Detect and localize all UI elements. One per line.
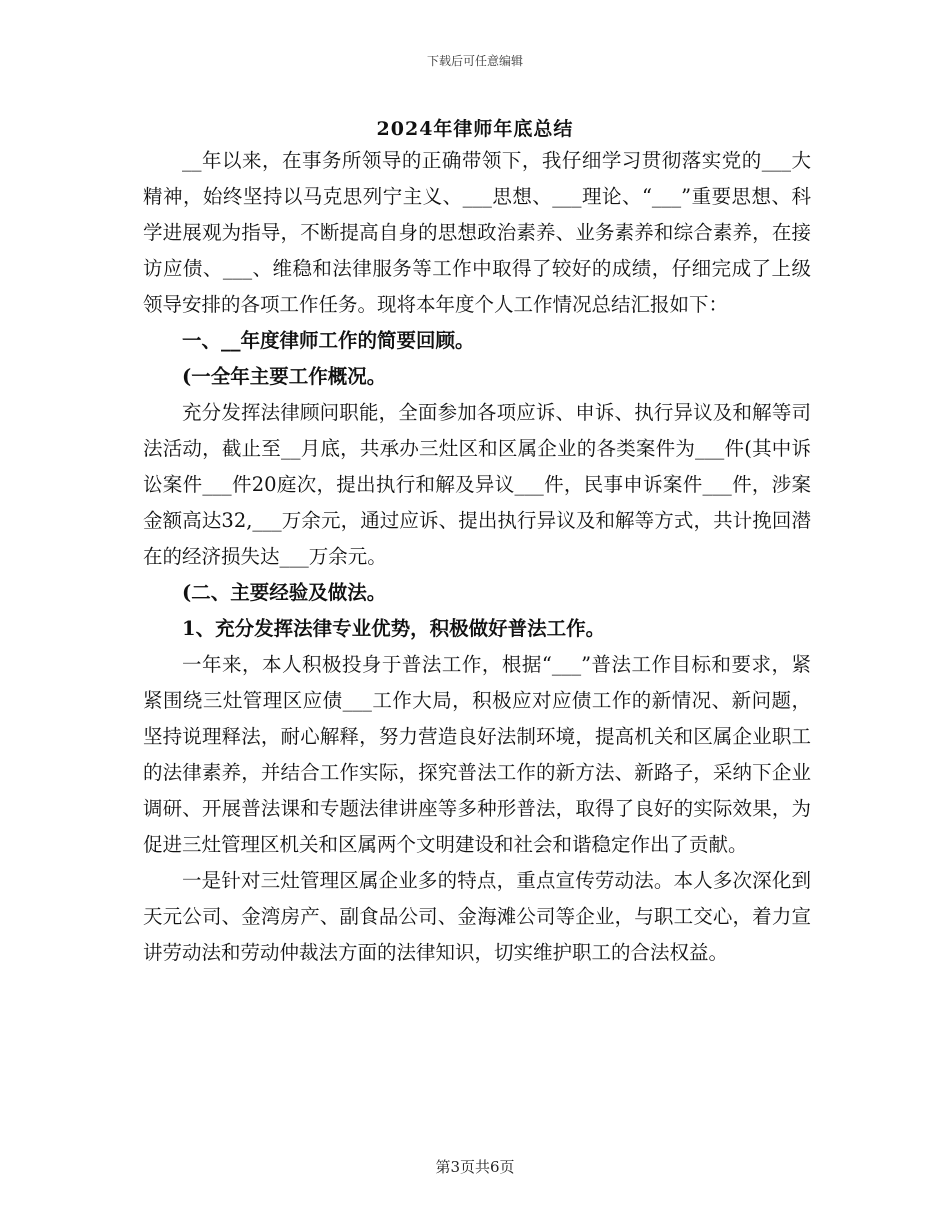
intro-paragraph: __年以来，在事务所领导的正确带领下，我仔细学习贯彻落实党的___大精神，始终坚持以马克思列宁主义、___思想、___理论、“___”重要思想、科学进展观为指导，不断提高自身的思想政治素养、业务素养和综合素养，在接访应债、___、维稳和法律服务等工作中取得了较好的成绩，仔细完成了上级领导安排的各项工作任务。现将本年度个人工作情况总结汇报如下： <box>143 149 811 316</box>
section-heading-1: 一、__年度律师工作的简要回顾。 <box>182 329 475 352</box>
subsection-heading-1: (一全年主要工作概况。 <box>182 365 387 388</box>
labor-law-paragraph: 一是针对三灶管理区属企业多的特点，重点宣传劳动法。本人多次深化到天元公司、金湾房产、副食品公司、金海滩公司等企业，与职工交心，着力宣讲劳动法和劳动仲裁法方面的法律知识，切实维护职工的合法权益。 <box>143 869 811 964</box>
work-overview-paragraph: 充分发挥法律顾问职能，全面参加各项应诉、申诉、执行异议及和解等司法活动，截止至__月底，共承办三灶区和区属企业的各类案件为___件(其中诉讼案件___件20庭次，提出执行和解及异议___件，民事申诉案件___件，涉案金额高达32,___万余元，通过应诉、提出执行异议及和解等方式，共计挽回潜在的经济损失达___万余元。 <box>143 401 811 568</box>
document-title: 2024年律师年底总结 <box>376 118 574 140</box>
document-body <box>143 143 811 971</box>
point-heading-1: 1、充分发挥法律专业优势，积极做好普法工作。 <box>182 617 606 640</box>
page-number: 第3页共6页 <box>435 1158 515 1176</box>
subsection-heading-2: (二、主要经验及做法。 <box>182 581 387 604</box>
page-header-note: 下载后可任意编辑 <box>426 54 523 68</box>
legal-education-paragraph: 一年来，本人积极投身于普法工作，根据“___”普法工作目标和要求，紧紧围绕三灶管理区应债___工作大局，积极应对应债工作的新情况、新问题，坚持说理释法，耐心解释，努力营造良好法制环境，提高机关和区属企业职工的法律素养，并结合工作实际，探究普法工作的新方法、新路子，采纳下企业调研、开展普法课和专题法律讲座等多种形普法，取得了良好的实际效果，为促进三灶管理区机关和区属两个文明建设和社会和谐稳定作出了贡献。 <box>143 653 811 856</box>
